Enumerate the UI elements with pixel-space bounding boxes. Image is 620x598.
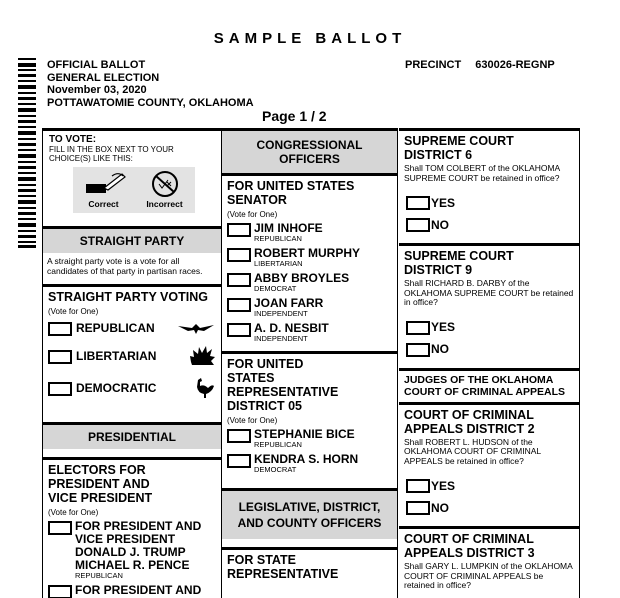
vote-oval[interactable] [48, 382, 72, 396]
vote-for-label: (Vote for One) [48, 307, 99, 316]
candidate-party: DEMOCRAT [254, 284, 297, 293]
precinct-info [405, 59, 555, 71]
header-line: GENERAL ELECTION [47, 71, 160, 84]
vote-oval[interactable] [406, 479, 430, 493]
porcupine-icon [188, 344, 216, 368]
candidate-option[interactable] [48, 584, 216, 598]
yes-label: YES [431, 320, 456, 334]
state-rep-race [222, 547, 397, 585]
instructions-text: FILL IN THE BOX NEXT TO YOUR CHOICE(S) LIKE THIS: [49, 145, 174, 163]
presidential-header: PRESIDENTIAL [43, 422, 221, 449]
precinct-label: PRECINCT [405, 59, 462, 71]
vote-oval[interactable] [227, 454, 251, 468]
barcode-strip [18, 58, 36, 248]
instructions-box [43, 128, 221, 220]
party-option-libertarian[interactable] [48, 344, 216, 368]
header-line: POTTAWATOMIE COUNTY, OKLAHOMA [47, 96, 254, 109]
straight-party-header: STRAIGHT PARTY [43, 226, 221, 253]
party-option-republican[interactable] [48, 320, 216, 336]
vote-for-label: (Vote for One) [227, 416, 278, 425]
race-title: STRAIGHT PARTY VOTING [48, 290, 208, 304]
straight-party-voting-race [43, 284, 221, 412]
cca-district-3-race [399, 526, 579, 595]
race-title: FOR UNITED STATES SENATOR [227, 179, 355, 207]
eagle-icon [176, 320, 216, 336]
vote-for-label: (Vote for One) [48, 508, 99, 517]
race-title: SUPREME COURT DISTRICT 6 [404, 134, 514, 162]
page-number: Page 1 / 2 [262, 108, 327, 124]
vote-oval[interactable] [406, 196, 430, 210]
party-name: REPUBLICAN [76, 321, 155, 335]
vote-oval[interactable] [227, 429, 251, 443]
candidate-party: LIBERTARIAN [254, 259, 303, 268]
candidate-option[interactable] [227, 222, 392, 243]
party-option-democratic[interactable] [48, 376, 216, 400]
candidate-option[interactable] [227, 272, 392, 293]
rooster-icon [192, 376, 216, 400]
incorrect-example [134, 167, 195, 213]
ballot-title: SAMPLE BALLOT [213, 30, 407, 47]
race-title: FOR STATE REPRESENTATIVE [227, 553, 339, 581]
straight-party-note-text: A straight party vote is a vote for all candidates of that party in partisan races. [47, 256, 203, 276]
party-name: DEMOCRATIC [76, 381, 157, 395]
header-line: November 03, 2020 [47, 84, 147, 96]
retention-question: Shall RICHARD B. DARBY of the OKLAHOMA SUPREME COURT be retained in office? [404, 278, 574, 307]
presidential-race [43, 457, 221, 598]
vote-oval[interactable] [48, 585, 72, 598]
no-label: NO [431, 342, 449, 356]
yes-option[interactable] [406, 478, 574, 493]
race-title: COURT OF CRIMINAL APPEALS DISTRICT 2 [404, 407, 535, 436]
senator-race [222, 173, 397, 351]
candidate-name: JIM INHOFE [254, 221, 323, 235]
no-option[interactable] [406, 217, 574, 232]
retention-question: Shall GARY L. LUMPKIN of the OKLAHOMA COURT OF CRIMINAL APPEALS be retained in office? [404, 561, 573, 590]
yes-label: YES [431, 195, 456, 210]
candidate-party: REPUBLICAN [254, 234, 302, 243]
vote-oval[interactable] [227, 323, 251, 337]
vote-oval[interactable] [406, 321, 430, 335]
candidate-name: ABBY BROYLES [254, 271, 350, 285]
column-3 [399, 128, 580, 598]
no-option[interactable] [406, 500, 574, 515]
candidate-option[interactable] [227, 428, 392, 449]
instructions-heading: TO VOTE: [49, 134, 97, 145]
correct-label: Correct [88, 199, 119, 209]
vote-oval[interactable] [406, 501, 430, 515]
candidate-name: FOR PRESIDENT AND VICE PRESIDENT DONALD J. TRUMP MICHAEL R. PENCE [75, 519, 202, 572]
retention-question: Shall ROBERT L. HUDSON of the OKLAHOMA COURT OF CRIMINAL APPEALS be retained in office? [404, 436, 541, 466]
no-label: NO [431, 217, 449, 232]
race-title: COURT OF CRIMINAL APPEALS DISTRICT 3 [404, 532, 535, 560]
vote-oval[interactable] [406, 218, 430, 232]
column-1 [42, 128, 222, 598]
incorrect-label: Incorrect [146, 199, 183, 209]
legislative-header: LEGISLATIVE, DISTRICT, AND COUNTY OFFICERS [222, 488, 397, 539]
candidate-name: KENDRA S. HORN [254, 452, 359, 466]
straight-party-note [43, 253, 221, 284]
candidate-option[interactable] [227, 297, 392, 318]
no-option[interactable] [406, 342, 574, 357]
race-title: ELECTORS FOR PRESIDENT AND VICE PRESIDENT [48, 463, 153, 505]
column-2 [222, 128, 398, 598]
no-label: NO [431, 500, 449, 515]
candidate-option[interactable] [48, 520, 216, 580]
race-title: FOR UNITED STATES REPRESENTATIVE DISTRICT 05 [227, 357, 339, 413]
candidate-party: REPUBLICAN [254, 440, 302, 449]
supreme-court-6-race [399, 128, 579, 243]
vote-oval[interactable] [227, 248, 251, 262]
no-marks-icon [150, 170, 180, 198]
candidate-party: DEMOCRAT [254, 465, 297, 474]
pen-fill-icon [82, 170, 126, 198]
party-name: LIBERTARIAN [76, 349, 157, 363]
vote-oval[interactable] [406, 343, 430, 357]
candidate-option[interactable] [227, 247, 392, 268]
vote-for-label: (Vote for One) [227, 210, 278, 219]
vote-oval[interactable] [48, 322, 72, 336]
candidate-party: INDEPENDENT [254, 334, 308, 343]
criminal-appeals-header: JUDGES OF THE OKLAHOMA COURT OF CRIMINAL APPEALS [399, 368, 579, 402]
candidate-name: ROBERT MURPHY [254, 246, 361, 260]
cca-district-2-race [399, 402, 579, 527]
race-title: SUPREME COURT DISTRICT 9 [404, 249, 514, 277]
supreme-court-9-race [399, 243, 579, 368]
congressional-header: CONGRESSIONAL OFFICERS [222, 128, 397, 173]
vote-oval[interactable] [48, 521, 72, 535]
vote-oval[interactable] [227, 298, 251, 312]
vote-oval[interactable] [227, 223, 251, 237]
header-line: OFFICIAL BALLOT [47, 59, 146, 71]
retention-question: Shall TOM COLBERT of the OKLAHOMA SUPREME COURT be retained in office? [404, 163, 560, 183]
vote-oval[interactable] [227, 273, 251, 287]
candidate-option[interactable] [227, 453, 392, 474]
yes-label: YES [431, 478, 456, 493]
yes-option[interactable] [406, 195, 574, 210]
candidate-name: JOAN FARR [254, 296, 324, 310]
vote-oval[interactable] [48, 350, 72, 364]
candidate-option[interactable] [227, 322, 392, 343]
precinct-value: 630026-REGNP [475, 59, 555, 71]
candidate-name: STEPHANIE BICE [254, 427, 355, 441]
candidate-party: REPUBLICAN [75, 571, 123, 580]
correct-example [73, 167, 134, 213]
candidate-party: INDEPENDENT [254, 309, 308, 318]
candidate-name: FOR PRESIDENT AND [75, 583, 202, 597]
candidate-name: A. D. NESBIT [254, 321, 329, 335]
ballot-header [47, 59, 254, 109]
representative-race [222, 351, 397, 482]
marking-example [73, 167, 195, 213]
yes-option[interactable] [406, 320, 574, 335]
